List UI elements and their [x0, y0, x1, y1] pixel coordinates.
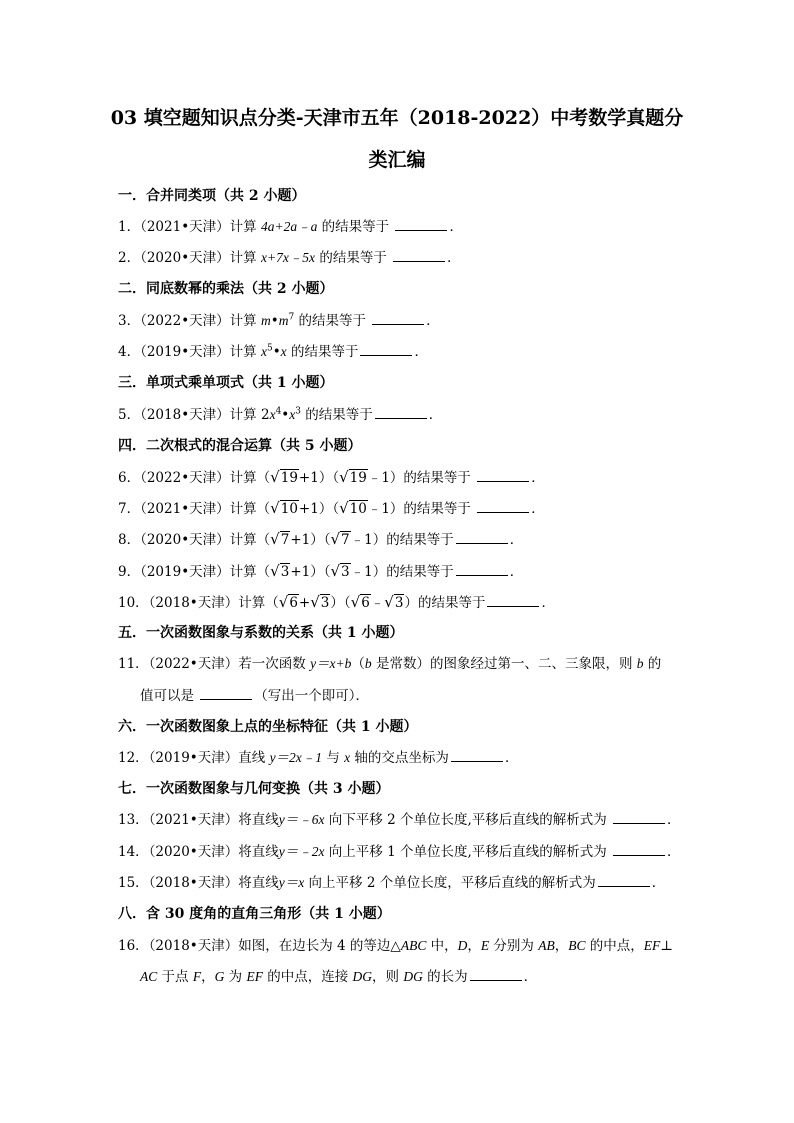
- question-source: （2019•天津）: [148, 750, 239, 766]
- question-number: 3．: [118, 313, 141, 329]
- answer-blank: [456, 563, 508, 576]
- question-16: 16．（2018•天津）如图，在边长为 4 的等边△ABC 中，D，E 分别为 AB，BC 的中点，EF⊥: [118, 938, 673, 954]
- section-heading-1: 一．合并同类项（共 2 小题）: [118, 188, 306, 204]
- answer-blank: [395, 218, 447, 231]
- answer-blank: [598, 874, 650, 887]
- question-3: 3．（2022•天津）计算 $m•m^7$ 的结果等于 ．: [118, 312, 440, 329]
- question-source: （2020•天津）: [140, 250, 230, 266]
- math-expression: y＝﹣6x: [278, 812, 325, 827]
- answer-blank: [372, 312, 424, 325]
- section-heading-8: 八．含 30 度角的直角三角形（共 1 小题）: [118, 906, 391, 922]
- question-6: 6．（2022•天津）计算（√19+1）（√19﹣1）的结果等于 ．: [118, 468, 545, 486]
- question-number: 13．: [118, 812, 149, 828]
- square-root: √6: [350, 593, 370, 611]
- answer-blank: [375, 406, 427, 419]
- question-source: （2022•天津）: [148, 656, 239, 672]
- square-root: √10: [339, 499, 367, 517]
- square-root: √7: [330, 530, 350, 548]
- question-number: 14．: [118, 844, 149, 860]
- question-number: 2．: [118, 250, 141, 266]
- math-expression: x+7x﹣5x: [260, 250, 316, 265]
- square-root: √3: [384, 593, 404, 611]
- square-root: √19: [270, 468, 298, 486]
- question-source: （2022•天津）: [140, 313, 230, 329]
- section-heading-6: 六．一次函数图象上点的坐标特征（共 1 小题）: [118, 719, 418, 735]
- question-number: 7．: [118, 501, 141, 517]
- document-title-line-1: 03 填空题知识点分类-天津市五年（2018-2022）中考数学真题分: [110, 107, 684, 129]
- question-16-line-2: AC 于点 F，G 为 EF 的中点，连接 DG，则 DG 的长为 ．: [140, 969, 538, 985]
- question-number: 6．: [118, 470, 141, 486]
- question-source: （2019•天津）: [140, 564, 230, 580]
- answer-blank: [477, 500, 529, 513]
- section-heading-5: 五．一次函数图象与系数的关系（共 1 小题）: [118, 625, 404, 641]
- question-number: 10．: [118, 595, 149, 611]
- answer-blank: [393, 249, 445, 262]
- question-number: 11．: [118, 656, 149, 672]
- answer-blank: [451, 749, 503, 762]
- question-13: 13．（2021•天津）将直线y＝﹣6x 向下平移 2 个单位长度,平移后直线的解析式为 ．: [118, 812, 681, 828]
- question-source: （2020•天津）: [148, 844, 239, 860]
- question-9: 9．（2019•天津）计算（√3+1）（√3﹣1）的结果等于 ．: [118, 562, 524, 580]
- square-root: √6: [278, 593, 298, 611]
- question-source: （2019•天津）: [140, 344, 230, 360]
- answer-blank: [487, 594, 539, 607]
- question-number: 5．: [118, 407, 141, 423]
- square-root: √7: [270, 530, 290, 548]
- answer-blank: [456, 531, 508, 544]
- answer-blank: [477, 469, 529, 482]
- question-source: （2020•天津）: [140, 532, 230, 548]
- question-10: 10．（2018•天津）计算（√6+√3）（√6﹣√3）的结果等于 ．: [118, 593, 555, 611]
- math-expression: 4a+2a﹣a: [260, 219, 318, 234]
- math-expression: y＝﹣2x: [278, 844, 325, 859]
- question-4: 4．（2019•天津）计算 $x^5•x$ 的结果等于 ．: [118, 343, 428, 360]
- question-number: 1．: [118, 219, 141, 235]
- square-root: √19: [339, 468, 367, 486]
- question-source: （2018•天津）: [148, 938, 239, 954]
- question-2: 2．（2020•天津）计算 x+7x﹣5x 的结果等于 ．: [118, 250, 461, 266]
- question-number: 9．: [118, 564, 141, 580]
- question-source: （2018•天津）: [148, 875, 239, 891]
- question-14: 14．（2020•天津）将直线y＝﹣2x 向上平移 1 个单位长度,平移后直线的解析式为 ．: [118, 844, 681, 860]
- square-root: √3: [310, 593, 330, 611]
- answer-blank: [200, 687, 252, 700]
- question-number: 12．: [118, 750, 149, 766]
- math-expression: y＝2x﹣1: [269, 750, 323, 765]
- question-source: （2021•天津）: [140, 501, 230, 517]
- section-heading-7: 七．一次函数图象与几何变换（共 3 小题）: [118, 781, 390, 797]
- question-1: 1．（2021•天津）计算 4a+2a﹣a 的结果等于 ．: [118, 219, 463, 235]
- square-root: √3: [270, 562, 290, 580]
- question-source: （2021•天津）: [148, 812, 239, 828]
- section-heading-3: 三．单项式乘单项式（共 1 小题）: [118, 375, 334, 391]
- answer-blank: [613, 811, 665, 824]
- question-11-line-2: 值可以是 （写出一个即可）．: [140, 688, 370, 704]
- math-expression: y＝x: [278, 875, 305, 890]
- question-number: 8．: [118, 532, 141, 548]
- question-number: 4．: [118, 344, 141, 360]
- question-source: （2018•天津）: [148, 595, 239, 611]
- question-7: 7．（2021•天津）计算（√10+1）（√10﹣1）的结果等于 ．: [118, 499, 545, 517]
- question-12: 12．（2019•天津）直线 y＝2x﹣1 与 x 轴的交点坐标为 ．: [118, 750, 519, 766]
- section-heading-2: 二．同底数幂的乘法（共 2 小题）: [118, 281, 334, 297]
- question-source: （2022•天津）: [140, 470, 230, 486]
- answer-blank: [470, 968, 522, 981]
- square-root: √10: [270, 499, 298, 517]
- question-number: 16．: [118, 938, 149, 954]
- question-number: 15．: [118, 875, 149, 891]
- question-8: 8．（2020•天津）计算（√7+1）（√7﹣1）的结果等于 ．: [118, 530, 524, 548]
- section-heading-4: 四．二次根式的混合运算（共 5 小题）: [118, 438, 362, 454]
- square-root: √3: [330, 562, 350, 580]
- question-source: （2018•天津）: [140, 407, 230, 423]
- question-11: 11．（2022•天津）若一次函数 y＝x+b（b 是常数）的图象经过第一、二、三象限，则 b 的: [118, 656, 662, 672]
- question-5: 5．（2018•天津）计算 $2x^4•x^3$ 的结果等于 ．: [118, 406, 443, 423]
- document-title-line-2: 类汇编: [368, 149, 426, 171]
- question-source: （2021•天津）: [140, 219, 230, 235]
- answer-blank: [360, 343, 412, 356]
- answer-blank: [613, 843, 665, 856]
- math-expression: y＝x+b: [310, 656, 352, 671]
- question-15: 15．（2018•天津）将直线y＝x 向上平移 2 个单位长度，平移后直线的解析式为 ．: [118, 875, 666, 891]
